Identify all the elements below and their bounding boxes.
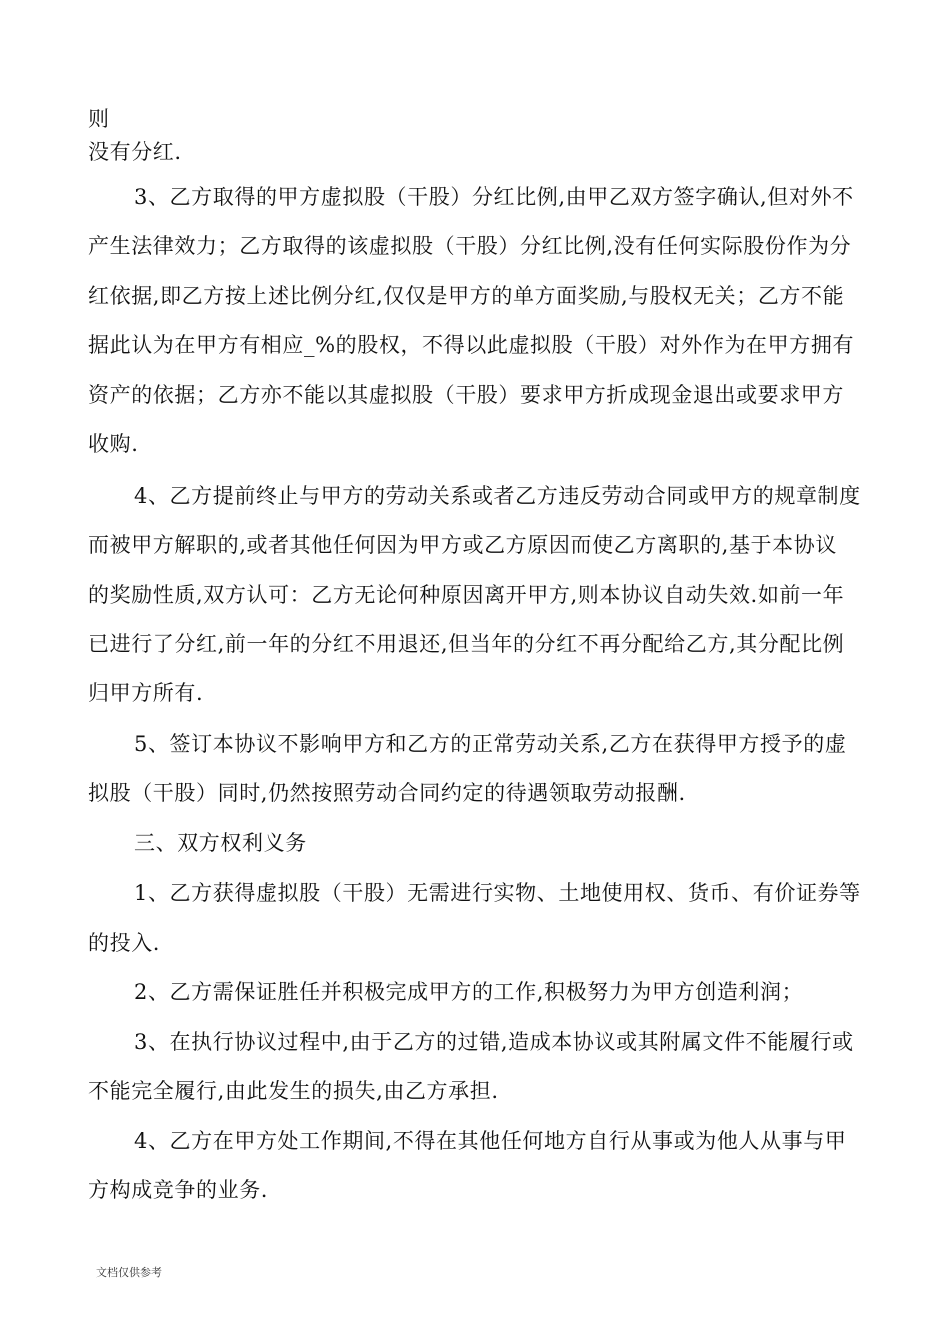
paragraph-line: 5、签订本协议不影响甲方和乙方的正常劳动关系,乙方在获得甲方授予的虚 xyxy=(134,732,847,756)
paragraph-line: 3、乙方取得的甲方虚拟股（干股）分红比例,由甲乙双方签字确认,但对外不 xyxy=(134,185,854,209)
text-line: 已进行了分红,前一年的分红不用退还,但当年的分红不再分配给乙方,其分配比例 xyxy=(88,632,845,656)
footer-note: 文档仅供参考 xyxy=(96,1266,162,1279)
text-line: 方构成竞争的业务. xyxy=(88,1178,269,1202)
paragraph-line: 1、乙方获得虚拟股（干股）无需进行实物、土地使用权、货币、有价证券等 xyxy=(134,881,861,905)
text-line: 没有分红. xyxy=(88,140,182,164)
paragraph-line: 2、乙方需保证胜任并积极完成甲方的工作,积极努力为甲方创造利润； xyxy=(134,980,804,1004)
text-line: 的奖励性质,双方认可：乙方无论何种原因离开甲方,则本协议自动失效.如前一年 xyxy=(88,583,845,607)
text-line: 拟股（干股）同时,仍然按照劳动合同约定的待遇领取劳动报酬. xyxy=(88,781,686,805)
text-line: 据此认为在甲方有相应_%的股权，不得以此虚拟股（干股）对外作为在甲方拥有 xyxy=(88,333,855,357)
text-line: 不能完全履行,由此发生的损失,由乙方承担. xyxy=(88,1079,499,1103)
text-line: 红依据,即乙方按上述比例分红,仅仅是甲方的单方面奖励,与股权无关；乙方不能 xyxy=(88,284,845,308)
paragraph-line: 4、乙方提前终止与甲方的劳动关系或者乙方违反劳动合同或甲方的规章制度 xyxy=(134,484,861,508)
text-line: 收购. xyxy=(88,432,139,456)
text-line: 产生法律效力；乙方取得的该虚拟股（干股）分红比例,没有任何实际股份作为分 xyxy=(88,234,852,258)
text-line: 则 xyxy=(88,107,110,131)
text-line: 而被甲方解职的,或者其他任何因为甲方或乙方原因而使乙方离职的,基于本协议 xyxy=(88,533,837,557)
text-line: 的投入. xyxy=(88,931,161,955)
section-heading: 三、双方权利义务 xyxy=(134,831,307,855)
text-line: 资产的依据；乙方亦不能以其虚拟股（干股）要求甲方折成现金退出或要求甲方 xyxy=(88,383,844,407)
text-line: 归甲方所有. xyxy=(88,681,204,705)
paragraph-line: 4、乙方在甲方处工作期间,不得在其他任何地方自行从事或为他人从事与甲 xyxy=(134,1129,847,1153)
paragraph-line: 3、在执行协议过程中,由于乙方的过错,造成本协议或其附属文件不能履行或 xyxy=(134,1030,854,1054)
